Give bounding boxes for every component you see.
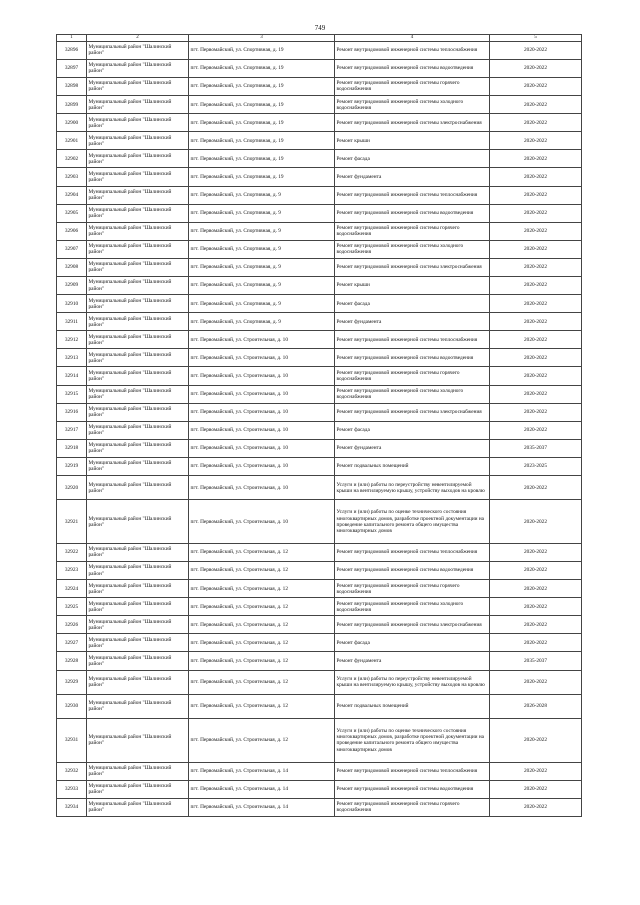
address-cell: пгт. Первомайский, ул. Спортивная, д. 19 [189, 96, 335, 114]
period-cell: 2020-2022 [490, 616, 582, 634]
column-header-2: 2 [87, 35, 189, 42]
row-number: 32917 [57, 421, 87, 439]
row-number: 32933 [57, 780, 87, 798]
table-row [57, 500, 582, 544]
work-type-cell: Ремонт внутридомовой инженерной системы теплоснабжения [335, 543, 490, 561]
column-header-3: 3 [189, 35, 335, 42]
row-number: 32931 [57, 719, 87, 763]
address-cell: пгт. Первомайский, ул. Спортивная, д. 9 [189, 313, 335, 331]
table-row [57, 41, 582, 59]
table-row [57, 780, 582, 798]
address-cell: пгт. Первомайский, ул. Спортивная, д. 9 [189, 204, 335, 222]
municipality-cell: Муниципальный район "Шалинский район" [87, 719, 189, 763]
municipality-cell: Муниципальный район "Шалинский район" [87, 439, 189, 457]
address-cell: пгт. Первомайский, ул. Спортивная, д. 9 [189, 258, 335, 276]
municipality-cell: Муниципальный район "Шалинский район" [87, 349, 189, 367]
period-cell: 2020-2022 [490, 222, 582, 240]
work-type-cell: Ремонт внутридомовой инженерной системы горячего водоснабжения [335, 367, 490, 385]
work-type-cell: Ремонт внутридомовой инженерной системы горячего водоснабжения [335, 798, 490, 816]
work-type-cell: Ремонт фундамента [335, 652, 490, 670]
period-cell: 2020-2022 [490, 276, 582, 294]
address-cell: пгт. Первомайский, ул. Спортивная, д. 9 [189, 222, 335, 240]
period-cell: 2026-2028 [490, 694, 582, 718]
work-type-cell: Ремонт внутридомовой инженерной системы холодного водоснабжения [335, 598, 490, 616]
row-number: 32902 [57, 150, 87, 168]
municipality-cell: Муниципальный район "Шалинский район" [87, 421, 189, 439]
work-type-cell: Ремонт фундамента [335, 439, 490, 457]
row-number: 32898 [57, 77, 87, 95]
period-cell: 2020-2022 [490, 670, 582, 694]
address-cell: пгт. Первомайский, ул. Спортивная, д. 19 [189, 150, 335, 168]
work-type-cell: Ремонт внутридомовой инженерной системы электроснабжения [335, 258, 490, 276]
row-number: 32925 [57, 598, 87, 616]
table-row [57, 543, 582, 561]
period-cell: 2020-2022 [490, 634, 582, 652]
period-cell: 2035-2037 [490, 439, 582, 457]
address-cell: пгт. Первомайский, ул. Строительная, д. 10 [189, 421, 335, 439]
address-cell: пгт. Первомайский, ул. Строительная, д. 10 [189, 457, 335, 475]
row-number: 32906 [57, 222, 87, 240]
address-cell: пгт. Первомайский, ул. Спортивная, д. 9 [189, 186, 335, 204]
period-cell: 2020-2022 [490, 349, 582, 367]
work-type-cell: Ремонт фасада [335, 295, 490, 313]
table-row [57, 96, 582, 114]
period-cell: 2020-2022 [490, 580, 582, 598]
municipality-cell: Муниципальный район "Шалинский район" [87, 476, 189, 500]
work-type-cell: Ремонт фасада [335, 150, 490, 168]
period-cell: 2020-2022 [490, 240, 582, 258]
address-cell: пгт. Первомайский, ул. Строительная, д. 12 [189, 670, 335, 694]
address-cell: пгт. Первомайский, ул. Строительная, д. 10 [189, 331, 335, 349]
table-row [57, 719, 582, 763]
municipality-cell: Муниципальный район "Шалинский район" [87, 500, 189, 544]
address-cell: пгт. Первомайский, ул. Спортивная, д. 9 [189, 295, 335, 313]
row-number: 32905 [57, 204, 87, 222]
municipality-cell: Муниципальный район "Шалинский район" [87, 96, 189, 114]
address-cell: пгт. Первомайский, ул. Строительная, д. 12 [189, 561, 335, 579]
work-type-cell: Ремонт фасада [335, 421, 490, 439]
work-type-cell: Ремонт внутридомовой инженерной системы электроснабжения [335, 403, 490, 421]
table-row [57, 240, 582, 258]
table-row [57, 561, 582, 579]
table-row [57, 762, 582, 780]
municipality-cell: Муниципальный район "Шалинский район" [87, 616, 189, 634]
address-cell: пгт. Первомайский, ул. Спортивная, д. 19 [189, 114, 335, 132]
period-cell: 2020-2022 [490, 385, 582, 403]
period-cell: 2020-2022 [490, 500, 582, 544]
work-type-cell: Услуги и (или) работы по переустройству невентилируемой крыши на вентилируемую крышу, устройству выходов на кровлю [335, 670, 490, 694]
table-body [57, 41, 582, 816]
table-row [57, 439, 582, 457]
table-row [57, 349, 582, 367]
period-cell: 2020-2022 [490, 598, 582, 616]
row-number: 32923 [57, 561, 87, 579]
period-cell: 2020-2022 [490, 762, 582, 780]
municipality-cell: Муниципальный район "Шалинский район" [87, 403, 189, 421]
municipality-cell: Муниципальный район "Шалинский район" [87, 168, 189, 186]
municipality-cell: Муниципальный район "Шалинский район" [87, 258, 189, 276]
row-number: 32927 [57, 634, 87, 652]
table-row [57, 258, 582, 276]
table-row [57, 798, 582, 816]
row-number: 32908 [57, 258, 87, 276]
work-type-cell: Ремонт внутридомовой инженерной системы водоотведения [335, 780, 490, 798]
municipality-cell: Муниципальный район "Шалинский район" [87, 59, 189, 77]
period-cell: 2020-2022 [490, 780, 582, 798]
period-cell: 2020-2022 [490, 561, 582, 579]
table-row [57, 476, 582, 500]
municipality-cell: Муниципальный район "Шалинский район" [87, 41, 189, 59]
work-type-cell: Ремонт внутридомовой инженерной системы теплоснабжения [335, 41, 490, 59]
table-row [57, 457, 582, 475]
period-cell: 2020-2022 [490, 313, 582, 331]
work-type-cell: Ремонт внутридомовой инженерной системы водоотведения [335, 204, 490, 222]
period-cell: 2020-2022 [490, 59, 582, 77]
table-header [57, 35, 582, 42]
work-type-cell: Ремонт внутридомовой инженерной системы водоотведения [335, 349, 490, 367]
address-cell: пгт. Первомайский, ул. Строительная, д. 12 [189, 598, 335, 616]
work-type-cell: Услуги и (или) работы по оценке технического состояния многоквартирных домов, разработке проектной документации на проведение капитального ремонта общего имущества многоквартирных домов [335, 719, 490, 763]
table-row [57, 204, 582, 222]
row-number: 32919 [57, 457, 87, 475]
row-number: 32899 [57, 96, 87, 114]
row-number: 32897 [57, 59, 87, 77]
row-number: 32926 [57, 616, 87, 634]
header-row [57, 35, 582, 42]
address-cell: пгт. Первомайский, ул. Строительная, д. 12 [189, 652, 335, 670]
period-cell: 2020-2022 [490, 132, 582, 150]
work-type-cell: Ремонт подвальных помещений [335, 457, 490, 475]
municipality-cell: Муниципальный район "Шалинский район" [87, 276, 189, 294]
table-row [57, 580, 582, 598]
municipality-cell: Муниципальный район "Шалинский район" [87, 561, 189, 579]
work-type-cell: Ремонт внутридомовой инженерной системы горячего водоснабжения [335, 77, 490, 95]
table-row [57, 670, 582, 694]
table-row [57, 421, 582, 439]
municipality-cell: Муниципальный район "Шалинский район" [87, 694, 189, 718]
row-number: 32921 [57, 500, 87, 544]
municipality-cell: Муниципальный район "Шалинский район" [87, 367, 189, 385]
table-row [57, 403, 582, 421]
period-cell: 2020-2022 [490, 168, 582, 186]
municipality-cell: Муниципальный район "Шалинский район" [87, 313, 189, 331]
municipality-cell: Муниципальный район "Шалинский район" [87, 132, 189, 150]
table-row [57, 634, 582, 652]
municipality-cell: Муниципальный район "Шалинский район" [87, 114, 189, 132]
period-cell: 2020-2022 [490, 476, 582, 500]
row-number: 32901 [57, 132, 87, 150]
table-row [57, 114, 582, 132]
row-number: 32911 [57, 313, 87, 331]
row-number: 32910 [57, 295, 87, 313]
period-cell: 2023-2025 [490, 457, 582, 475]
table-row [57, 331, 582, 349]
address-cell: пгт. Первомайский, ул. Спортивная, д. 9 [189, 240, 335, 258]
period-cell: 2020-2022 [490, 331, 582, 349]
address-cell: пгт. Первомайский, ул. Строительная, д. 10 [189, 439, 335, 457]
row-number: 32916 [57, 403, 87, 421]
work-type-cell: Услуги и (или) работы по переустройству невентилируемой крыши на вентилируемую крышу, устройству выходов на кровлю [335, 476, 490, 500]
row-number: 32924 [57, 580, 87, 598]
municipality-cell: Муниципальный район "Шалинский район" [87, 204, 189, 222]
address-cell: пгт. Первомайский, ул. Спортивная, д. 19 [189, 77, 335, 95]
row-number: 32912 [57, 331, 87, 349]
table-row [57, 598, 582, 616]
address-cell: пгт. Первомайский, ул. Строительная, д. 12 [189, 580, 335, 598]
address-cell: пгт. Первомайский, ул. Строительная, д. 12 [189, 616, 335, 634]
address-cell: пгт. Первомайский, ул. Строительная, д. 14 [189, 798, 335, 816]
period-cell: 2020-2022 [490, 77, 582, 95]
work-type-cell: Ремонт фасада [335, 634, 490, 652]
row-number: 32918 [57, 439, 87, 457]
table-row [57, 132, 582, 150]
repair-registry-table [56, 34, 582, 817]
row-number: 32903 [57, 168, 87, 186]
work-type-cell: Ремонт крыши [335, 276, 490, 294]
period-cell: 2020-2022 [490, 41, 582, 59]
municipality-cell: Муниципальный район "Шалинский район" [87, 186, 189, 204]
row-number: 32907 [57, 240, 87, 258]
period-cell: 2035-2037 [490, 652, 582, 670]
period-cell: 2020-2022 [490, 403, 582, 421]
work-type-cell: Ремонт подвальных помещений [335, 694, 490, 718]
address-cell: пгт. Первомайский, ул. Строительная, д. 10 [189, 367, 335, 385]
period-cell: 2020-2022 [490, 114, 582, 132]
table-row [57, 652, 582, 670]
table-row [57, 77, 582, 95]
row-number: 32930 [57, 694, 87, 718]
work-type-cell: Ремонт фундамента [335, 313, 490, 331]
row-number: 32900 [57, 114, 87, 132]
work-type-cell: Ремонт внутридомовой инженерной системы горячего водоснабжения [335, 580, 490, 598]
table-row [57, 276, 582, 294]
work-type-cell: Ремонт фундамента [335, 168, 490, 186]
work-type-cell: Услуги и (или) работы по оценке технического состояния многоквартирных домов, разработке проектной документации на проведение капитального ремонта общего имущества многоквартирных домов [335, 500, 490, 544]
address-cell: пгт. Первомайский, ул. Строительная, д. 12 [189, 543, 335, 561]
row-number: 32896 [57, 41, 87, 59]
municipality-cell: Муниципальный район "Шалинский район" [87, 580, 189, 598]
work-type-cell: Ремонт внутридомовой инженерной системы электроснабжения [335, 114, 490, 132]
work-type-cell: Ремонт внутридомовой инженерной системы теплоснабжения [335, 331, 490, 349]
table-row [57, 59, 582, 77]
column-header-1: 1 [57, 35, 87, 42]
table-row [57, 385, 582, 403]
municipality-cell: Муниципальный район "Шалинский район" [87, 798, 189, 816]
period-cell: 2020-2022 [490, 204, 582, 222]
address-cell: пгт. Первомайский, ул. Строительная, д. 10 [189, 476, 335, 500]
page-number: 749 [314, 24, 326, 32]
period-cell: 2020-2022 [490, 295, 582, 313]
work-type-cell: Ремонт внутридомовой инженерной системы электроснабжения [335, 616, 490, 634]
municipality-cell: Муниципальный район "Шалинский район" [87, 295, 189, 313]
municipality-cell: Муниципальный район "Шалинский район" [87, 762, 189, 780]
period-cell: 2020-2022 [490, 367, 582, 385]
address-cell: пгт. Первомайский, ул. Строительная, д. 14 [189, 762, 335, 780]
municipality-cell: Муниципальный район "Шалинский район" [87, 780, 189, 798]
municipality-cell: Муниципальный район "Шалинский район" [87, 385, 189, 403]
municipality-cell: Муниципальный район "Шалинский район" [87, 670, 189, 694]
work-type-cell: Ремонт внутридомовой инженерной системы теплоснабжения [335, 186, 490, 204]
period-cell: 2020-2022 [490, 719, 582, 763]
period-cell: 2020-2022 [490, 150, 582, 168]
row-number: 32913 [57, 349, 87, 367]
row-number: 32932 [57, 762, 87, 780]
row-number: 32915 [57, 385, 87, 403]
work-type-cell: Ремонт внутридомовой инженерной системы холодного водоснабжения [335, 385, 490, 403]
address-cell: пгт. Первомайский, ул. Строительная, д. 14 [189, 780, 335, 798]
address-cell: пгт. Первомайский, ул. Спортивная, д. 19 [189, 59, 335, 77]
address-cell: пгт. Первомайский, ул. Спортивная, д. 19 [189, 168, 335, 186]
work-type-cell: Ремонт крыши [335, 132, 490, 150]
municipality-cell: Муниципальный район "Шалинский район" [87, 222, 189, 240]
address-cell: пгт. Первомайский, ул. Спортивная, д. 19 [189, 41, 335, 59]
address-cell: пгт. Первомайский, ул. Строительная, д. 10 [189, 385, 335, 403]
work-type-cell: Ремонт внутридомовой инженерной системы теплоснабжения [335, 762, 490, 780]
row-number: 32914 [57, 367, 87, 385]
work-type-cell: Ремонт внутридомовой инженерной системы водоотведения [335, 59, 490, 77]
municipality-cell: Муниципальный район "Шалинский район" [87, 543, 189, 561]
address-cell: пгт. Первомайский, ул. Строительная, д. 12 [189, 634, 335, 652]
municipality-cell: Муниципальный район "Шалинский район" [87, 457, 189, 475]
period-cell: 2020-2022 [490, 186, 582, 204]
address-cell: пгт. Первомайский, ул. Строительная, д. 12 [189, 694, 335, 718]
work-type-cell: Ремонт внутридомовой инженерной системы водоотведения [335, 561, 490, 579]
table-row [57, 186, 582, 204]
period-cell: 2020-2022 [490, 96, 582, 114]
municipality-cell: Муниципальный район "Шалинский район" [87, 634, 189, 652]
row-number: 32920 [57, 476, 87, 500]
period-cell: 2020-2022 [490, 421, 582, 439]
table-row [57, 168, 582, 186]
address-cell: пгт. Первомайский, ул. Строительная, д. 10 [189, 349, 335, 367]
row-number: 32922 [57, 543, 87, 561]
address-cell: пгт. Первомайский, ул. Строительная, д. 10 [189, 500, 335, 544]
municipality-cell: Муниципальный район "Шалинский район" [87, 77, 189, 95]
municipality-cell: Муниципальный район "Шалинский район" [87, 331, 189, 349]
period-cell: 2020-2022 [490, 258, 582, 276]
table-row [57, 295, 582, 313]
row-number: 32929 [57, 670, 87, 694]
work-type-cell: Ремонт внутридомовой инженерной системы холодного водоснабжения [335, 240, 490, 258]
column-header-5: 5 [490, 35, 582, 42]
municipality-cell: Муниципальный район "Шалинский район" [87, 150, 189, 168]
row-number: 32934 [57, 798, 87, 816]
row-number: 32904 [57, 186, 87, 204]
address-cell: пгт. Первомайский, ул. Строительная, д. 10 [189, 403, 335, 421]
work-type-cell: Ремонт внутридомовой инженерной системы холодного водоснабжения [335, 96, 490, 114]
column-header-4: 4 [335, 35, 490, 42]
address-cell: пгт. Первомайский, ул. Спортивная, д. 19 [189, 132, 335, 150]
municipality-cell: Муниципальный район "Шалинский район" [87, 652, 189, 670]
table-row [57, 313, 582, 331]
table-row [57, 616, 582, 634]
address-cell: пгт. Первомайский, ул. Спортивная, д. 9 [189, 276, 335, 294]
table-row [57, 150, 582, 168]
municipality-cell: Муниципальный район "Шалинский район" [87, 240, 189, 258]
row-number: 32909 [57, 276, 87, 294]
period-cell: 2020-2022 [490, 798, 582, 816]
table-row [57, 367, 582, 385]
work-type-cell: Ремонт внутридомовой инженерной системы горячего водоснабжения [335, 222, 490, 240]
municipality-cell: Муниципальный район "Шалинский район" [87, 598, 189, 616]
table-row [57, 222, 582, 240]
table-row [57, 694, 582, 718]
period-cell: 2020-2022 [490, 543, 582, 561]
row-number: 32928 [57, 652, 87, 670]
address-cell: пгт. Первомайский, ул. Строительная, д. 12 [189, 719, 335, 763]
